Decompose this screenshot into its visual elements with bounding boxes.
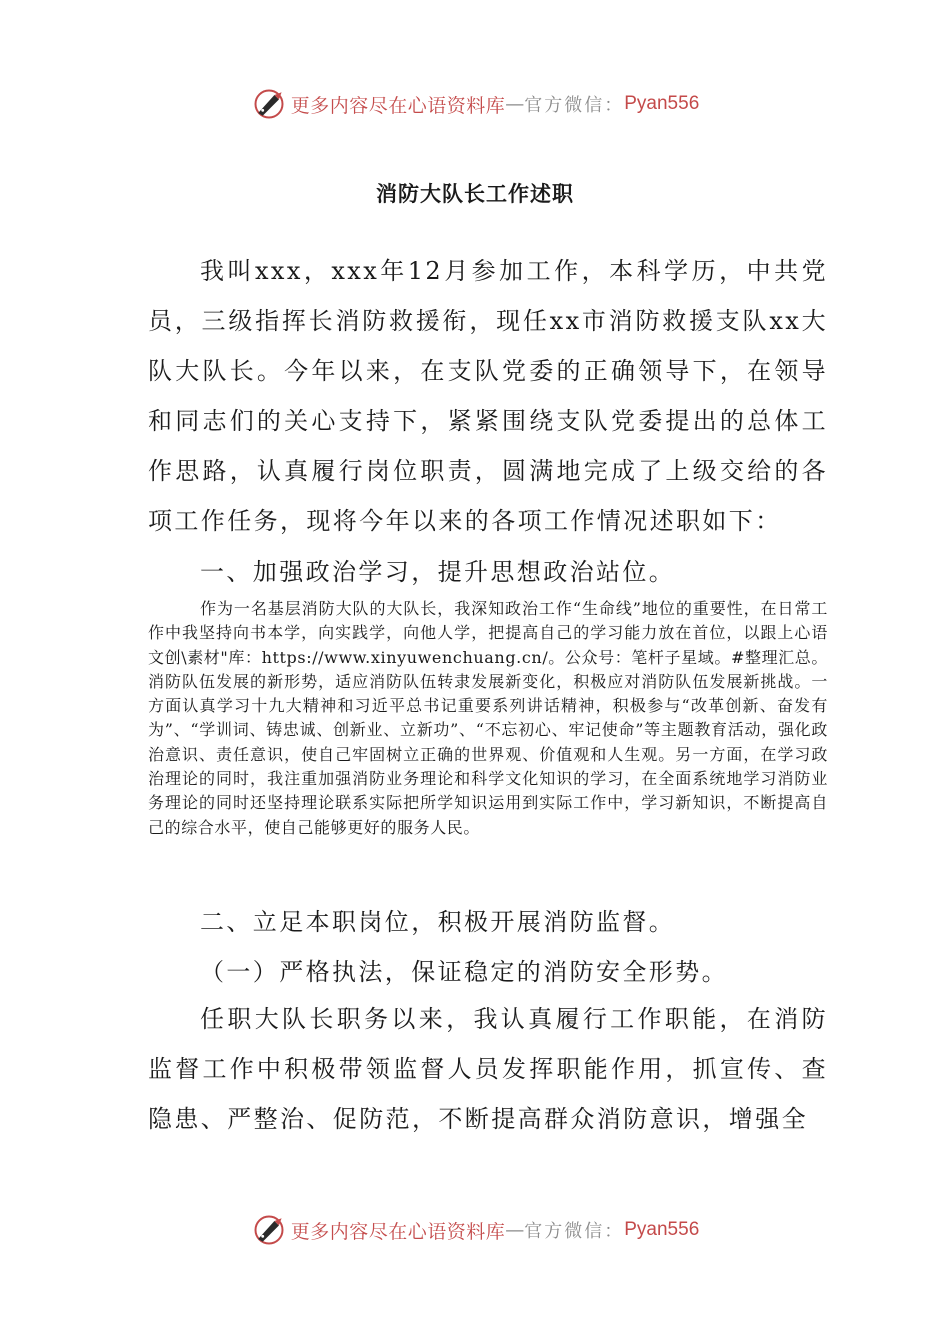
watermark-label: 官方微信： bbox=[524, 95, 625, 116]
watermark-brand: 更多内容尽在心语资料库 bbox=[290, 94, 506, 117]
section-subheading-2-1: （一）严格执法，保证稳定的消防安全形势。 bbox=[200, 958, 728, 986]
pen-nib-logo-icon bbox=[251, 86, 287, 122]
pen-nib-logo-icon bbox=[251, 1212, 287, 1248]
footer-watermark bbox=[0, 1210, 950, 1250]
watermark-account: Pyan556 bbox=[624, 1219, 700, 1240]
document-title: 消防大队长工作述职 bbox=[376, 182, 574, 206]
section-heading-2: 二、立足本职岗位，积极开展消防监督。 bbox=[200, 908, 676, 936]
section-1-paragraph: 作为一名基层消防大队的大队长，我深知政治工作“生命线”地位的重要性，在日常工作中我坚持向书本学，向实践学，向他人学，把提高自己的学习能力放在首位，以跟上心语文创\素材"库：https://www.xinyuwenchuang.cn/。公众号：笔杆子星域。#整理汇总。消防队伍发展的新形势，适应消防队伍转隶发展新变化，积极应对消防队伍发展新挑战。一方面认真学习十九大精神和习近平总书记重要系列讲话精神，积极参与“改革创新、奋发有为”、“学训词、铸忠诚、创新业、立新功”、“不忘初心、牢记使命”等主题教育活动，强化政治意识、责任意识，使自己牢固树立正确的世界观、价值观和人生观。另一方面，在学习政治理论的同时，我注重加强消防业务理论和科学文化知识的学习，在全面系统地学习消防业务理论的同时还坚持理论联系实际把所学知识运用到实际工作中，学习新知识，不断提高自己的综合水平，使自己能够更好的服务人民。 bbox=[148, 599, 828, 837]
intro-paragraph: 我叫xxx，xxx年12月参加工作，本科学历，中共党员，三级指挥长消防救援衔，现任xx市消防救援支队xx大队大队长。今年以来，在支队党委的正确领导下，在领导和同志们的关心支持下，紧紧围绕支队党委提出的总体工作思路，认真履行岗位职责，圆满地完成了上级交给的各项工作任务，现将今年以来的各项工作情况述职如下： bbox=[148, 257, 828, 535]
section-heading-1: 一、加强政治学习，提升思想政治站位。 bbox=[200, 558, 676, 586]
watermark-dash: — bbox=[505, 93, 525, 115]
watermark-account: Pyan556 bbox=[624, 93, 700, 114]
watermark-label: 官方微信： bbox=[524, 1221, 625, 1242]
watermark-brand: 更多内容尽在心语资料库 bbox=[290, 1220, 506, 1243]
watermark-dash: — bbox=[505, 1219, 525, 1241]
header-watermark bbox=[0, 84, 950, 124]
section-2-1-paragraph: 任职大队长职务以来，我认真履行工作职能，在消防监督工作中积极带领监督人员发挥职能作用，抓宣传、查隐患、严整治、促防范，不断提高群众消防意识，增强全 bbox=[148, 1005, 828, 1133]
